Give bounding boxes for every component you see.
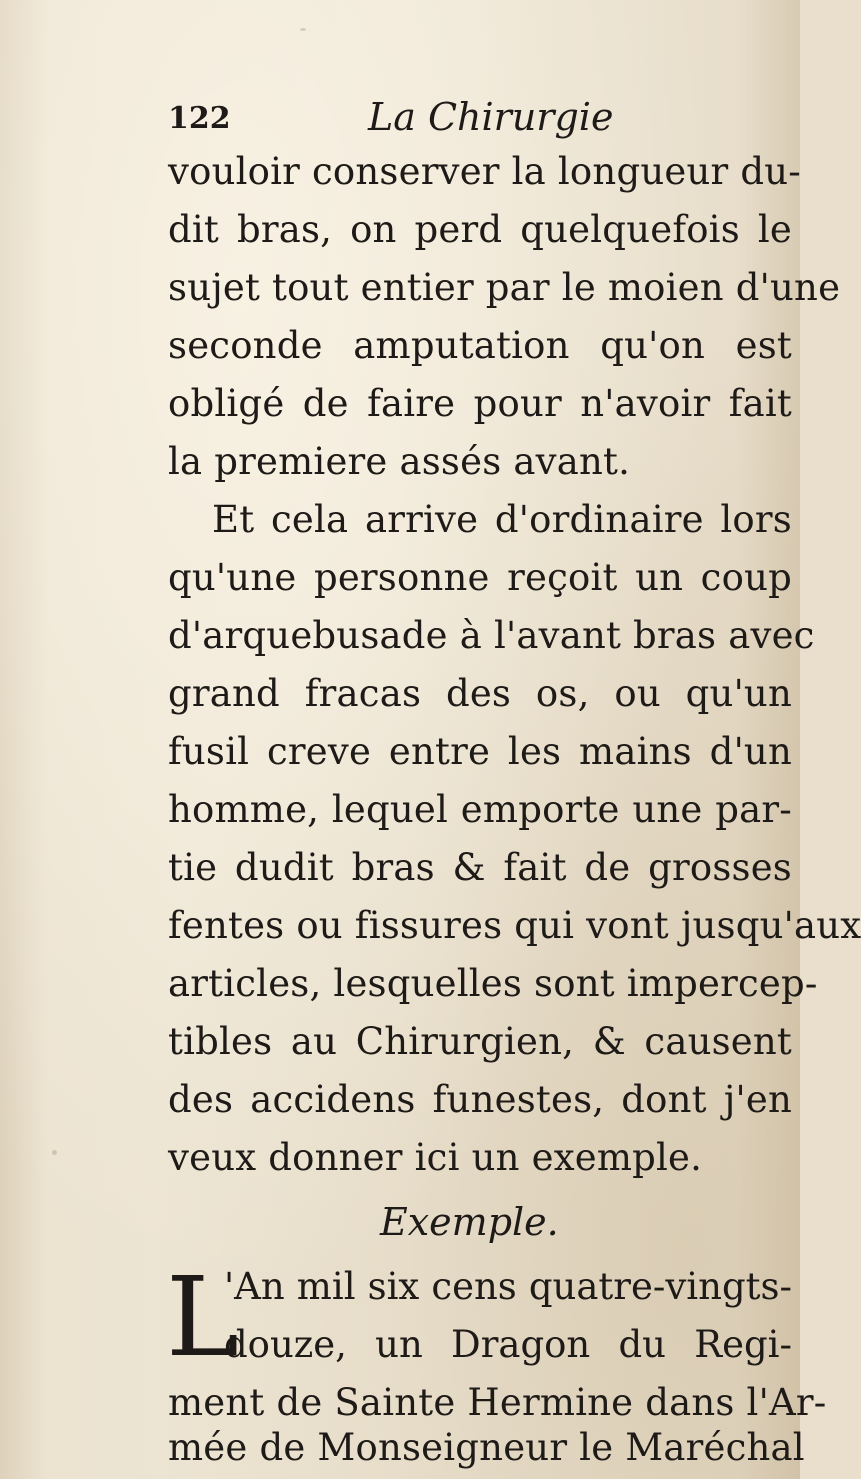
running-header [168,95,788,147]
text-line: 'An mil six cens quatre-vingts- [224,1265,792,1308]
text-line: douze, un Dragon du Regi- [224,1323,792,1366]
text-line: d'arquebusade à l'avant bras avec [168,614,815,657]
text-line: fusil creve entre les mains d'un [168,730,792,773]
text-line: homme, lequel emporte une par- [168,788,792,831]
running-title: La Chirurgie [368,95,614,139]
section-title: Exemple. [380,1200,559,1244]
paper-stain [52,1150,57,1155]
text-line: seconde amputation qu'on est [168,324,792,367]
text-line: Et cela arrive d'ordinaire lors [212,498,792,541]
text-line: la premiere assés avant. [168,440,631,483]
page-number: 122 [168,101,231,136]
text-line: grand fracas des os, ou qu'un [168,672,792,715]
paper-stain [300,28,306,31]
text-line: tibles au Chirurgien, & causent [168,1020,792,1063]
text-line: des accidens funestes, dont j'en [168,1078,792,1121]
text-line: qu'une personne reçoit un coup [168,556,792,599]
text-line: veux donner ici un exemple. [168,1136,703,1179]
text-line: mée de Monseigneur le Maréchal [168,1426,805,1469]
drop-cap: L [166,1253,240,1381]
text-line: obligé de faire pour n'avoir fait [168,382,792,425]
text-line: articles, lesquelles sont impercep- [168,962,818,1005]
text-line: fentes ou fissures qui vont jusqu'aux [168,904,861,947]
text-line: ment de Sainte Hermine dans l'Ar- [168,1381,827,1424]
text-line: vouloir conserver la longueur du- [168,150,801,193]
text-line: sujet tout entier par le moien d'une [168,266,841,309]
text-line: tie dudit bras & fait de grosses [168,846,792,889]
text-line: dit bras, on perd quelquefois le [168,208,792,251]
